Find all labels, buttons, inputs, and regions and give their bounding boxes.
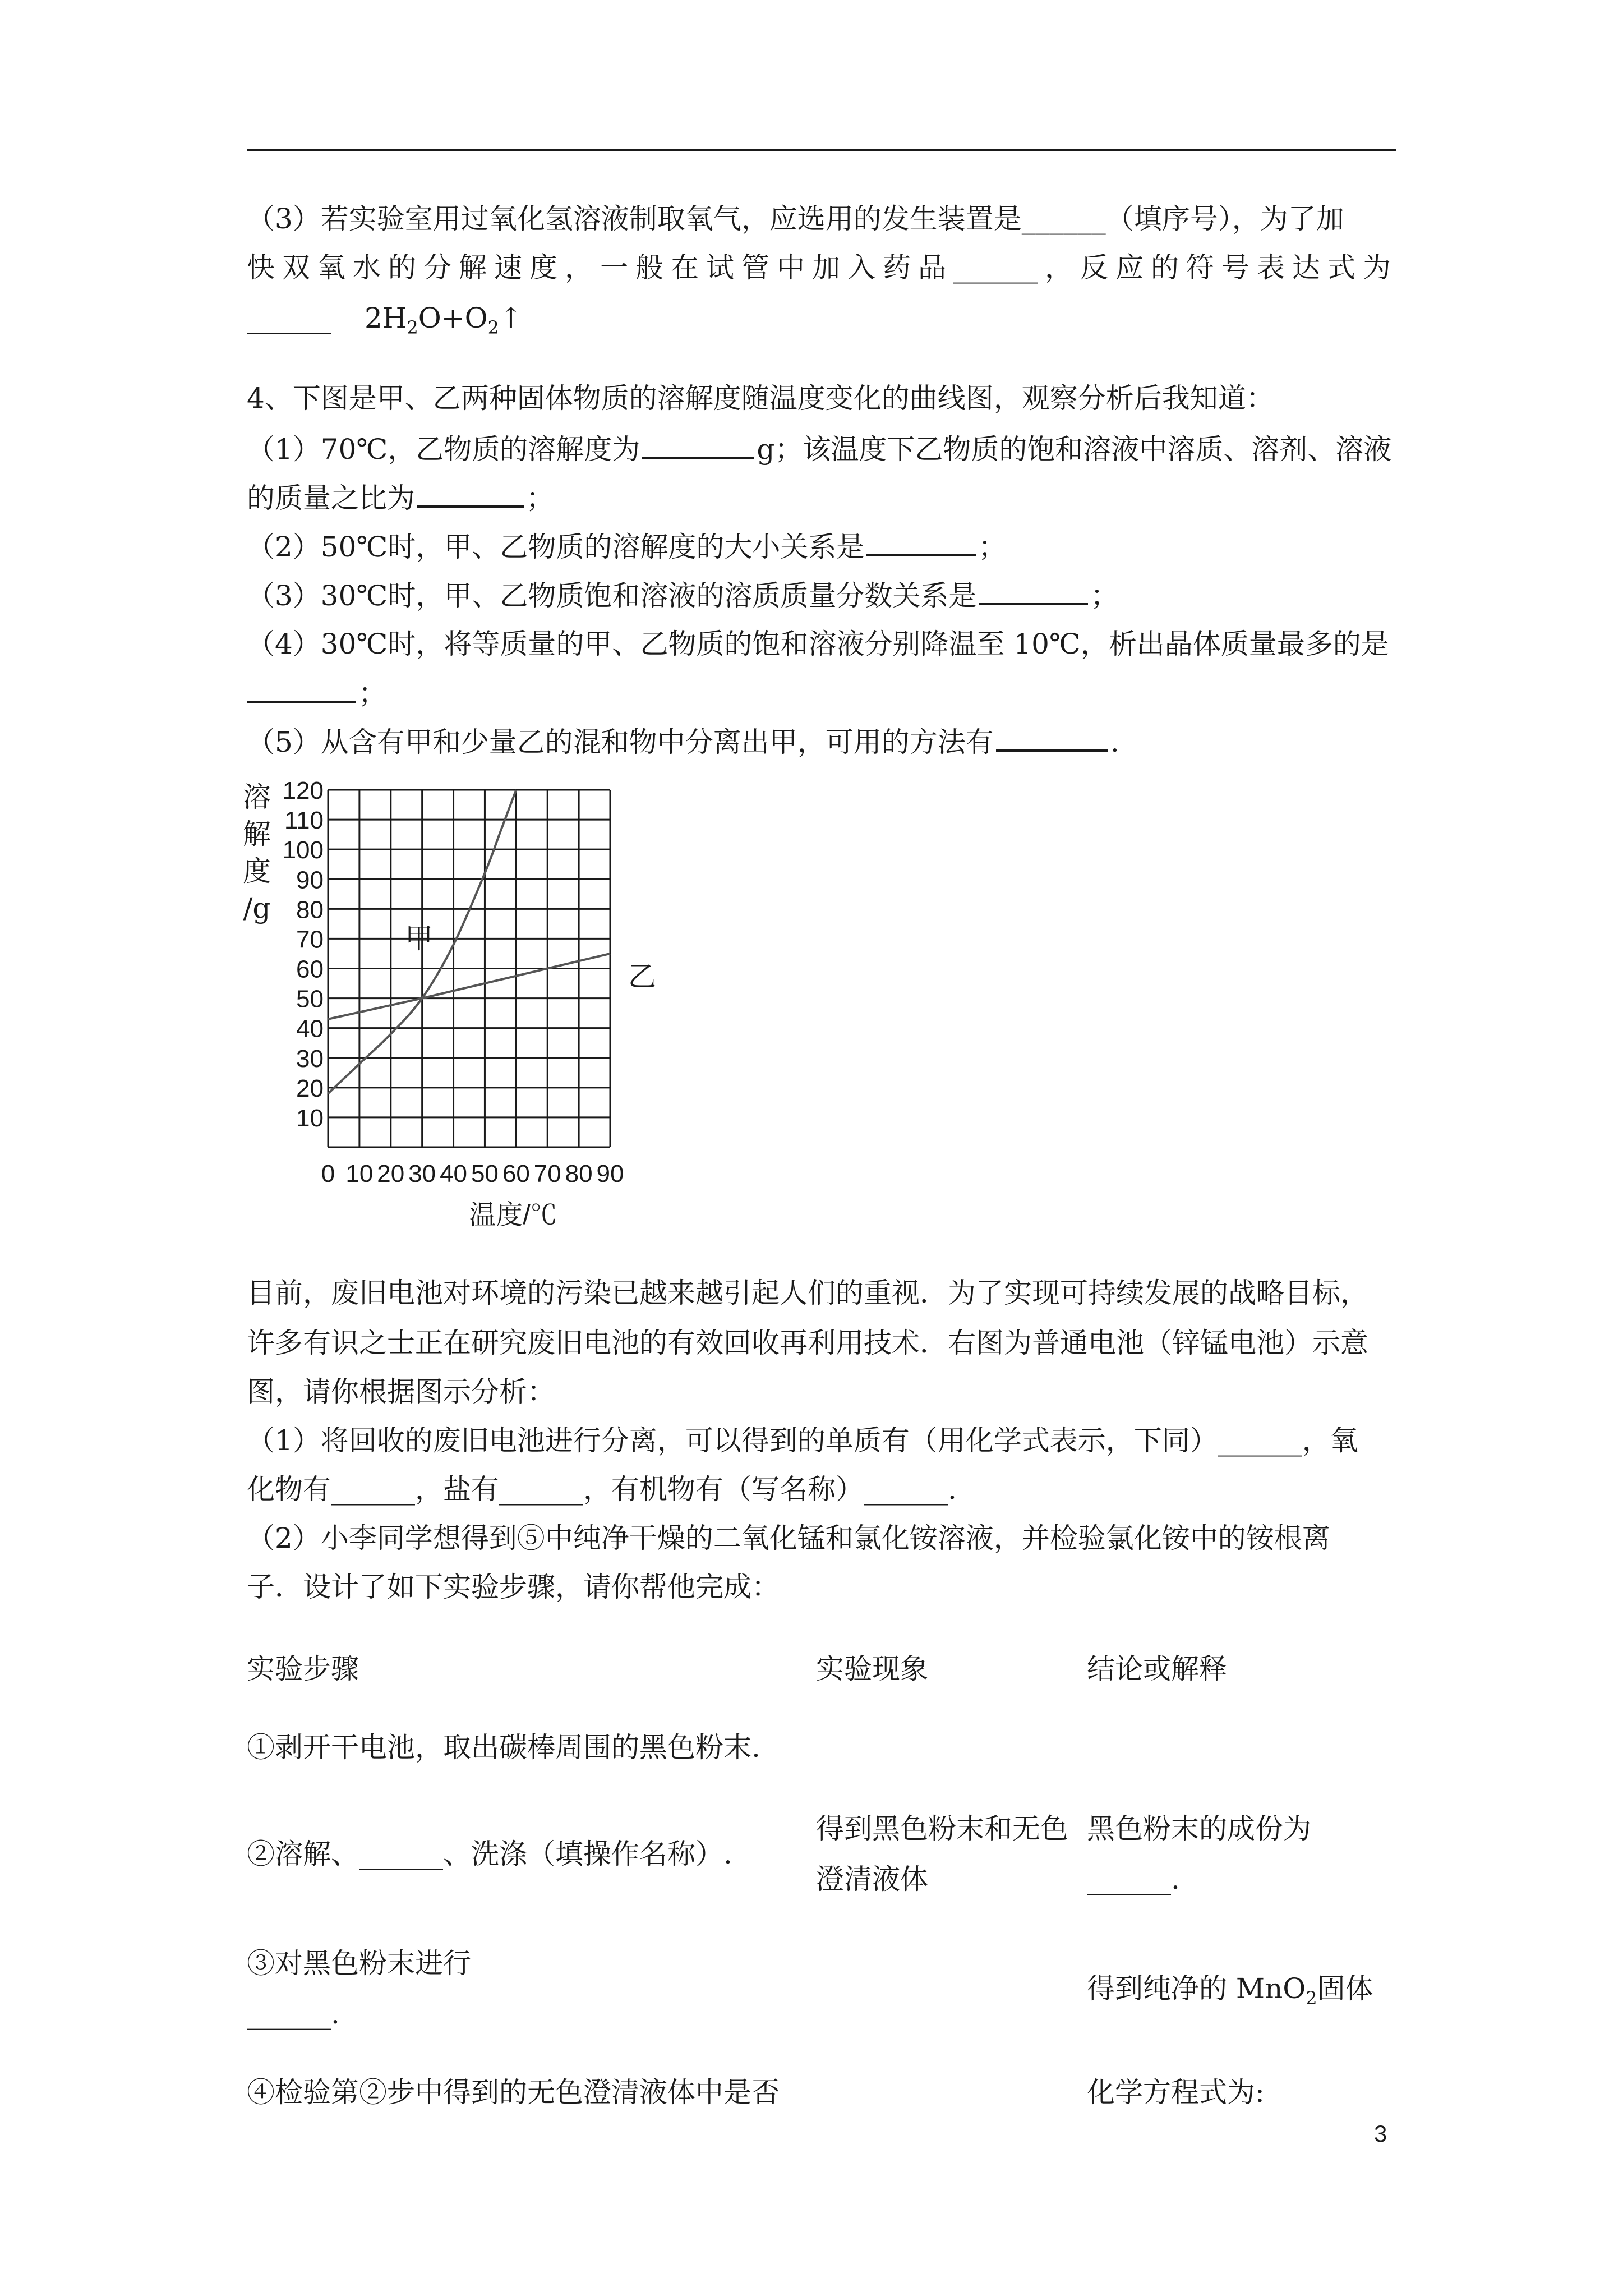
y-axis-label	[243, 781, 271, 924]
q3-line-2-char: 的	[1151, 251, 1179, 284]
header-rule	[247, 149, 1396, 151]
q3-line-2-char: 为	[1363, 251, 1391, 284]
q3-line-2	[247, 251, 1391, 284]
table-row-2-step: ②溶解、______、洗涤（填操作名称）.	[247, 1838, 732, 1870]
y-tick-label: 60	[296, 955, 324, 983]
table-row-2-observation: 得到黑色粉末和无色	[816, 1812, 1068, 1845]
y-tick-label: 120	[282, 777, 324, 804]
q3-line-2-char: 式	[1327, 251, 1355, 284]
table-row-2-observation-cont: 澄清液体	[816, 1863, 928, 1895]
q3-line-2-char: 试	[706, 251, 734, 284]
chart-grid	[328, 790, 610, 1147]
q3-line-2-char: 水	[353, 251, 381, 284]
q3-line-2-char: 在	[671, 251, 699, 284]
y-tick-label: 110	[284, 807, 324, 835]
y-tick-labels	[283, 777, 324, 1132]
q4-part3: （3）30℃时，甲、乙物质饱和溶液的溶质质量分数关系是 ；	[247, 579, 1119, 612]
y-tick-label: 40	[296, 1015, 324, 1043]
q3-line-2-char: ，	[565, 251, 593, 284]
q3-line-2-char: 快	[247, 251, 275, 284]
x-tick-label: 70	[533, 1160, 561, 1188]
q4-part1: （1）70℃，乙物质的溶解度为 g；该温度下乙物质的饱和溶液中溶质、溶剂、溶液	[247, 433, 1392, 466]
y-axis-label-char: 溶	[243, 781, 271, 813]
table-row-3-step-cont: ______.	[247, 1998, 340, 2030]
q3-line-2-char: 表	[1257, 251, 1285, 284]
answer-blank[interactable]	[417, 481, 524, 508]
table-row-2-conclusion-cont: ______.	[1087, 1863, 1180, 1895]
q3-line-3: ______ $2H_2O+O_2↑$	[247, 302, 523, 338]
q3-line-2-char: 反	[1080, 251, 1108, 284]
q3-line-2-char: 双	[282, 251, 310, 284]
battery-para-2: 许多有识之士正在研究废旧电池的有效回收再利用技术．右图为普通电池（锌锰电池）示意	[247, 1327, 1368, 1359]
q3-line-2-char: 号	[1221, 251, 1249, 284]
battery-para-3: 图，请你根据图示分析：	[247, 1375, 555, 1408]
table-header-observation: 实验现象	[816, 1653, 928, 1685]
series-line-yi	[328, 954, 610, 1019]
q3-line-2-char: ，	[1045, 251, 1073, 284]
x-tick-label: 10	[345, 1160, 374, 1188]
x-tick-label: 60	[502, 1160, 530, 1188]
q3-line-2-char: 药	[883, 251, 911, 284]
battery-sub-1: （1）将回收的废旧电池进行分离，可以得到的单质有（用化学式表示，下同）______，氧	[247, 1424, 1358, 1457]
q4-intro: 4、下图是甲、乙两种固体物质的溶解度随温度变化的曲线图，观察分析后我知道：	[247, 382, 1274, 415]
table-row-3-conclusion: 得到纯净的 MnO$_2$固体	[1087, 1972, 1373, 2009]
x-tick-label: 0	[321, 1160, 335, 1188]
q3-line-2-char: 氧	[317, 251, 345, 284]
q3-line-2-char: 中	[777, 251, 805, 284]
y-tick-label: 100	[282, 836, 324, 864]
x-tick-labels	[321, 1160, 624, 1188]
y-tick-label: 80	[296, 896, 324, 924]
table-row-4-conclusion: 化学方程式为:	[1087, 2076, 1265, 2109]
q3-line-2-char: 应	[1115, 251, 1144, 284]
q3-line-2-char: 入	[847, 251, 875, 284]
y-tick-label: 20	[296, 1074, 324, 1102]
q3-line-2-char: ______	[953, 251, 1038, 284]
table-header-step: 实验步骤	[247, 1653, 359, 1685]
answer-blank[interactable]	[866, 530, 976, 556]
q3-line-2-char: 符	[1186, 251, 1214, 284]
q3-line-2-char: 分	[423, 251, 451, 284]
q3-line-2-char: 加	[812, 251, 840, 284]
q3-line-2-char: 般	[635, 251, 663, 284]
answer-blank[interactable]	[996, 725, 1108, 752]
series-labels	[405, 922, 656, 993]
y-axis-label-char: /g	[243, 892, 271, 924]
answer-blank[interactable]	[247, 676, 356, 703]
q3-line-2-char: 一	[600, 251, 628, 284]
q3-line-2-char: 品	[918, 251, 946, 284]
q3-line-2-char: 解	[459, 251, 487, 284]
x-tick-label: 20	[377, 1160, 405, 1188]
table-row-4-step: ④检验第②步中得到的无色澄清液体中是否	[247, 2076, 780, 2109]
x-tick-label: 50	[471, 1160, 499, 1188]
page-number: 3	[1374, 2120, 1387, 2147]
table-header-conclusion: 结论或解释	[1087, 1653, 1227, 1685]
answer-blank[interactable]	[979, 578, 1088, 605]
battery-sub-2: （2）小李同学想得到⑤中纯净干燥的二氧化锰和氯化铵溶液，并检验氯化铵中的铵根离	[247, 1522, 1330, 1554]
table-row-2-conclusion: 黑色粉末的成份为	[1087, 1812, 1311, 1845]
x-tick-label: 30	[408, 1160, 436, 1188]
table-row-3-step: ③对黑色粉末进行	[247, 1947, 471, 1980]
chart-series	[328, 790, 610, 1093]
x-tick-label: 40	[440, 1160, 468, 1188]
y-tick-label: 70	[296, 926, 324, 954]
q4-part4-cont: ；	[247, 676, 386, 710]
y-tick-label: 50	[296, 985, 324, 1013]
q3-line-2-char: 的	[388, 251, 416, 284]
q3-line-2-char: 速	[494, 251, 522, 284]
y-tick-label: 30	[296, 1045, 324, 1073]
x-tick-label: 90	[596, 1160, 624, 1188]
q3-line-2-char: 度	[529, 251, 557, 284]
battery-sub-2-cont: 子．设计了如下实验步骤，请你帮他完成：	[247, 1571, 780, 1603]
battery-sub-1-cont: 化物有______，盐有______，有机物有（写名称）______.	[247, 1473, 957, 1506]
y-axis-label-char: 度	[243, 855, 271, 887]
q3-line-1: （3）若实验室用过氧化氢溶液制取氧气，应选用的发生装置是______（填序号），为了加	[247, 203, 1344, 235]
table-row-1-step: ①剥开干电池，取出碳棒周围的黑色粉末.	[247, 1731, 760, 1764]
y-tick-label: 10	[296, 1104, 324, 1132]
series-label-jia: 甲	[405, 922, 433, 955]
solubility-chart	[241, 774, 701, 1234]
q4-part2: （2）50℃时，甲、乙物质的溶解度的大小关系是 ；	[247, 531, 1007, 563]
q4-part4: （4）30℃时，将等质量的甲、乙物质的饱和溶液分别降温至 10℃，析出晶体质量最多的是	[247, 628, 1389, 660]
y-axis-label-char: 解	[243, 818, 271, 850]
x-tick-label: 80	[565, 1160, 593, 1188]
series-label-yi: 乙	[628, 960, 656, 993]
q4-part1-cont: 的质量之比为 ；	[247, 482, 554, 514]
battery-para-1: 目前，废旧电池对环境的污染已越来越引起人们的重视．为了实现可持续发展的战略目标，	[247, 1277, 1368, 1309]
q3-line-2-char: 管	[741, 251, 769, 284]
q3-line-2-char: 达	[1292, 251, 1320, 284]
answer-blank[interactable]	[642, 432, 754, 459]
x-axis-label: 温度/℃	[469, 1200, 557, 1230]
q4-part5: （5）从含有甲和少量乙的混和物中分离出甲，可用的方法有 .	[247, 726, 1119, 758]
y-tick-label: 90	[296, 866, 324, 894]
